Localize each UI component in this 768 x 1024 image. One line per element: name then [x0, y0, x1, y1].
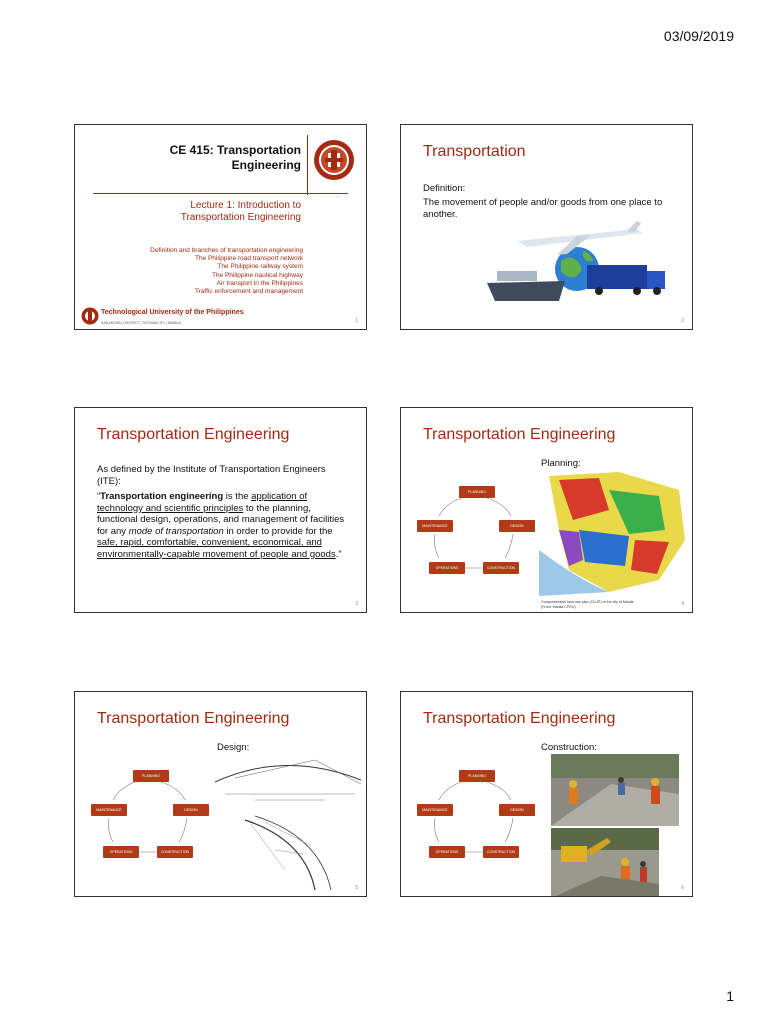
cycle-planning: PLANNING: [459, 486, 495, 498]
caption-line1: Comprehensive land use plan (CLUP) of the city of Manila: [541, 600, 634, 604]
quote-text: in order to provide for the: [223, 525, 333, 537]
construction-photo-road: [551, 754, 679, 826]
quote-text: to the planning, functional design, operations, and management of facilities for any: [97, 502, 345, 537]
cycle-operations: OPERATIONS: [429, 846, 465, 858]
course-title-line2: Engineering: [231, 158, 301, 172]
lecture-title: [135, 200, 301, 224]
cycle-construction: CONSTRUCTION: [157, 846, 193, 858]
slide-title: Transportation Engineering: [97, 426, 290, 443]
topic-item: The Philippine road transport network: [194, 255, 303, 263]
slide-5: [74, 691, 367, 897]
caption-line2: (From: Manila CPDO): [541, 604, 576, 609]
topic-item: The Philippine nautical highway: [211, 271, 303, 279]
slide-title: Transportation Engineering: [97, 710, 290, 727]
slide-2: [400, 124, 693, 330]
transport-illustration: [487, 221, 677, 307]
slide-number: 3: [355, 601, 358, 607]
cycle-design: DESIGN: [499, 520, 535, 532]
slide-title: Transportation Engineering: [423, 710, 616, 727]
construction-label: Construction:: [541, 742, 597, 753]
slide-number: 6: [681, 885, 684, 891]
ite-intro: As defined by the Institute of Transportation Engineers (ITE):: [97, 464, 326, 487]
slide-number: 1: [355, 318, 358, 324]
course-title-line1: CE 415: Transportation: [169, 143, 301, 157]
quote-text: is the: [223, 491, 252, 502]
definition-label: Definition:: [423, 183, 466, 194]
project-cycle-diagram: [415, 482, 535, 582]
university-address: SAN MIGUEL DISTRICT | TAYUMAN ST. | MANILA: [101, 321, 181, 325]
quote-open: “: [97, 491, 101, 502]
slide-number: 2: [681, 318, 684, 324]
project-cycle-diagram: [89, 766, 209, 866]
topics-list: [95, 247, 303, 296]
quote-underlined: safe, rapid, comfortable, convenient, economical, and environmentally-capable movement of people and goods: [97, 537, 336, 560]
slide-number: 4: [681, 601, 684, 607]
cycle-construction: CONSTRUCTION: [483, 562, 519, 574]
university-logo-icon: [81, 307, 99, 325]
lecture-line1: Lecture 1: Introduction to: [190, 200, 301, 211]
slide-4: [400, 407, 693, 613]
slide-1: [74, 124, 367, 330]
cycle-operations: OPERATIONS: [429, 562, 465, 574]
course-title: [135, 143, 301, 173]
topic-item: Traffic enforcement and management: [194, 288, 303, 296]
cycle-maintenance: MAINTENANCE: [417, 520, 453, 532]
slide-6: [400, 691, 693, 897]
cycle-maintenance: MAINTENANCE: [417, 804, 453, 816]
topic-item: Definition and branches of transportation engineering: [150, 247, 303, 254]
quote-italic: mode of transportation: [128, 525, 224, 537]
design-label: Design:: [217, 742, 250, 753]
quote-underlined: application of technology and scientific principles: [97, 491, 308, 514]
quote-close: .”: [335, 548, 342, 560]
university-seal-icon: [313, 139, 355, 181]
topic-item: Air transport in the Philippines: [216, 279, 303, 287]
road-design-drawing: [215, 750, 361, 890]
construction-photo-excavator: [551, 828, 659, 897]
cycle-planning: PLANNING: [133, 770, 169, 782]
slide-title: Transportation: [423, 143, 526, 160]
slide-number: 5: [355, 885, 358, 891]
slide-title: Transportation Engineering: [423, 426, 616, 443]
cycle-design: DESIGN: [173, 804, 209, 816]
divider-vertical: [307, 135, 308, 195]
cycle-maintenance: MAINTENANCE: [91, 804, 127, 816]
lecture-line2: Transportation Engineering: [180, 212, 301, 223]
ite-definition: [97, 491, 347, 560]
university-name: Technological University of the Philippines: [101, 309, 244, 316]
topic-item: The Philippine railway system: [217, 263, 303, 271]
cycle-design: DESIGN: [499, 804, 535, 816]
cycle-planning: PLANNING: [459, 770, 495, 782]
project-cycle-diagram: [415, 766, 535, 866]
term-bold: Transportation engineering: [100, 491, 224, 502]
divider-horizontal: [93, 193, 348, 194]
map-caption: [541, 600, 634, 609]
slide-3: [74, 407, 367, 613]
date-header: 03/09/2019: [663, 28, 734, 44]
page-number: 1: [726, 988, 734, 1004]
definition-text: The movement of people and/or goods from one place to another.: [423, 197, 663, 220]
cycle-construction: CONSTRUCTION: [483, 846, 519, 858]
land-use-map: [539, 470, 687, 596]
planning-label: Planning:: [541, 458, 581, 469]
cycle-operations: OPERATIONS: [103, 846, 139, 858]
